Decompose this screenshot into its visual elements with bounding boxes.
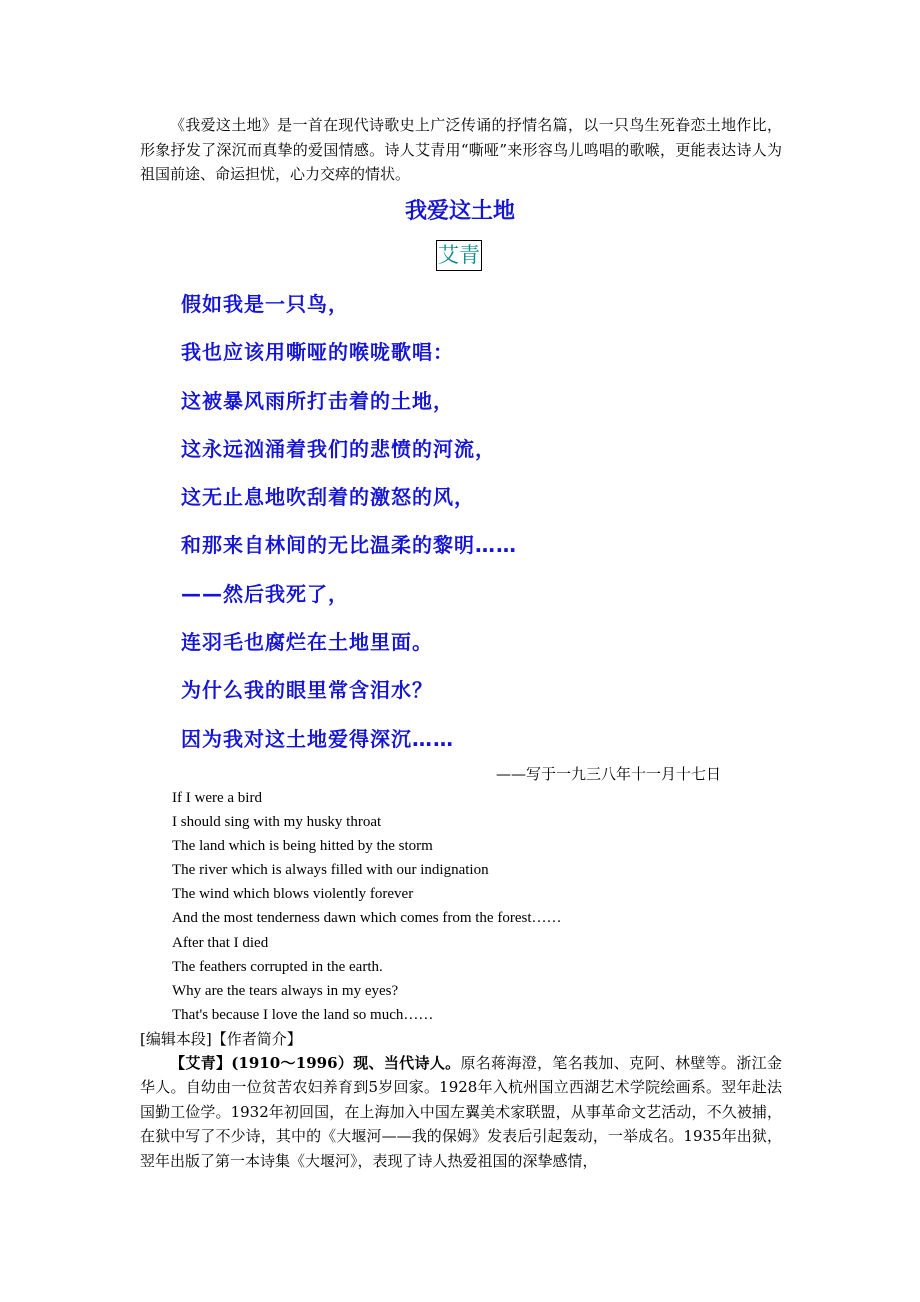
poem-title: 我爱这土地 [404, 199, 515, 224]
author-bio-text: 原名蒋海澄，笔名莪加、克阿、林壁等。浙江金华人。自幼由一位贫苦农妇养育到5岁回家。1928年入杭州国立西湖艺术学院绘画系。翌年赴法国勤工俭学。1932年初回国，在上海加入中国左翼美术家联盟，从事革命文艺活动，不久被捕，在狱中写了不少诗，其中的《大堰河——我的保姆》发表后引起轰动，一举成名。1935年出狱，翌年出版了第一本诗集《大堰河》，表现了诗人热爱祖国的深挚感情， [140, 1054, 782, 1170]
poem-body [181, 284, 517, 767]
poem-line: 因为我对这土地爱得深沉…… [181, 726, 454, 751]
intro-paragraph: 《我爱这土地》是一首在现代诗歌史上广泛传诵的抒情名篇，以一只鸟生死眷恋土地作比，形象抒发了深沉而真挚的爱国情感。诗人艾青用“嘶哑”来形容鸟儿鸣唱的歌喉，更能表达诗人为祖国前途、命运担忧，心力交瘁的情状。 [140, 116, 782, 183]
poem-line: 这永远汹涌着我们的悲愤的河流， [181, 436, 496, 461]
poem-author: 艾青 [436, 240, 482, 271]
translation-line: The feathers corrupted in the earth. [172, 958, 383, 975]
translation-line: The land which is being hitted by the storm [172, 838, 433, 855]
translation-line: I should sing with my husky throat [172, 814, 382, 831]
poem-line: 这无止息地吹刮着的激怒的风， [181, 485, 475, 510]
poem-line: 为什么我的眼里常含泪水？ [181, 678, 433, 703]
translation-line: That's because I love the land so much…… [172, 1006, 434, 1023]
poem-line: 这被暴风雨所打击着的土地， [181, 388, 454, 413]
poem-line: ——然后我死了， [181, 581, 349, 606]
poem-line: 假如我是一只鸟， [181, 292, 349, 316]
author-bio [140, 1051, 782, 1173]
poem-line: 连羽毛也腐烂在土地里面。 [181, 630, 433, 655]
translation-line: If I were a bird [172, 790, 262, 806]
translation-line: Why are the tears always in my eyes? [172, 982, 399, 999]
english-translation [172, 786, 562, 1027]
poem-line: 和那来自林间的无比温柔的黎明…… [181, 533, 517, 558]
translation-line: The wind which blows violently forever [172, 886, 414, 903]
translation-line: The river which is always filled with our indignation [172, 862, 489, 879]
poem-date: ——写于一九三八年十一月十七日 [496, 765, 722, 783]
section-heading-author-intro: [编辑本段]【作者简介】 [140, 1030, 302, 1048]
author-bio-lead: 【艾青】(1910～1996）现、当代诗人。 [170, 1054, 461, 1072]
translation-line: After that I died [172, 934, 269, 951]
poem-line: 我也应该用嘶哑的喉咙歌唱： [181, 340, 454, 365]
translation-line: And the most tenderness dawn which comes from the forest…… [172, 910, 562, 927]
